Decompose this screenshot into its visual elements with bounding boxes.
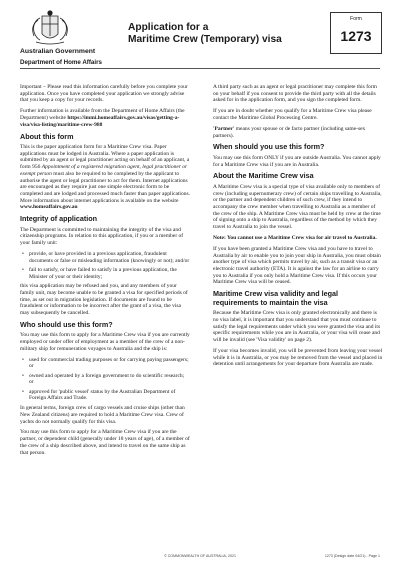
- integrity-paragraph-1: The Department is committed to maintaining the integrity of the visa and citizenship programs. In relation to this application, if you or a member of your family unit:: [20, 226, 184, 247]
- visa-listing-link[interactable]: https://immi.homeaffairs.gov.au/visas/getting-a-visa/visa-listing/maritime-crew-988: [20, 115, 180, 128]
- further-info-text: Further information is available from the Department of Home Affairs (the Department) website: [20, 108, 185, 121]
- department-name: Department of Home Affairs: [20, 59, 102, 66]
- partner-term: 'Partner': [213, 125, 235, 132]
- validity-paragraph-1: Because the Maritime Crew visa is only granted electronically and there is no visa label, it is important that you understand that you must continue to satisfy the legal requirements under which you were granted the visa and its specific requirements while you are in Australia, or your visa will cease and will be invalid (see 'Visa validity' on page 2).: [213, 310, 381, 343]
- page-reference: 1273 (Design date 04/21) - Page 1: [324, 554, 380, 558]
- partner-definition: [213, 126, 383, 139]
- government-name: Australian Government: [20, 48, 96, 55]
- integrity-heading: Integrity of application: [20, 214, 98, 224]
- about-visa-paragraph-2: If you have been granted a Maritime Crew visa and you have to travel to Australia by air to enable you to join your ship in Australia, you must obtain another type of visa which permits travel by air, such as a transit visa or an electronic travel authority (ETA). It is against the law for an airline to carry you to Australia if you only hold a Maritime Crew visa. If this occurs your Maritime Crew visa will be ceased.: [213, 245, 381, 286]
- air-travel-note: Note: You cannot use a Maritime Crew visa for air travel to Australia.: [213, 235, 377, 241]
- validity-heading: Maritime Crew visa validity and legal requirements to maintain the visa: [213, 289, 339, 307]
- list-item: • provide, or have provided in a previous application, fraudulent documents or false or misleading information (knowingly or not); and/or: [20, 251, 190, 264]
- copyright-footer: © COMMONWEALTH OF AUSTRALIA, 2021: [164, 554, 236, 558]
- list-item: • used for commercial trading purposes or for carrying paying passengers; or: [20, 357, 190, 370]
- coat-of-arms-logo: [22, 10, 78, 48]
- who-heading: Who should use this form?: [20, 320, 113, 330]
- form-956-title: Appointment of a registered migration agent, legal practitioner or exempt person: [20, 164, 188, 177]
- doubt-paragraph: If you are in doubt whether you qualify for a Maritime Crew visa please contact the Maritime Global Processing Centre.: [213, 108, 372, 121]
- about-form-paragraph: [20, 144, 190, 211]
- homeaffairs-link[interactable]: www.homeaffairs.gov.au: [20, 204, 78, 211]
- about-visa-paragraph-1: A Maritime Crew visa is a special type of visa available only to members of crew (including supernumerary crew) of certain ships travelling to Australia, or the partner and dependent children of such crew, if they intend to accompany the crew member when travelling to Australia as a member of the crew of the ship. A Maritime Crew visa must be held by crew at the time of signing onto a ship to Australia, regardless of the method by which they travel to Australia to join the vessel.: [213, 183, 382, 231]
- further-info-paragraph: [20, 108, 190, 128]
- partner-definition-text: means your spouse or de facto partner (including same-sex partners).: [213, 125, 366, 139]
- right-column: [213, 84, 383, 372]
- integrity-paragraph-2: this visa application may be refused and you, and any members of your family unit, may become unable to be granted a visa for specified periods of time, as set out in migration legislation. If documents are found to be fraudulent or information to be incorrect after the grant of a visa, the visa may subsequently be cancelled.: [20, 283, 188, 317]
- form-number-box: [330, 12, 382, 54]
- form-label: Form: [350, 16, 362, 22]
- list-item: • fail to satisfy, or have failed to satisfy in a previous application, the Minister of your or their identity;: [20, 267, 190, 280]
- when-paragraph: You may use this form ONLY if you are outside Australia. You cannot apply for a Maritime Crew visa if you are in Australia.: [213, 154, 381, 168]
- header-divider: [20, 68, 380, 69]
- form-header: [0, 0, 400, 78]
- integrity-list: [20, 251, 190, 280]
- about-form-text-b: must also be required to be completed by the applicant to authorise the agent or legal practitioner to act for them. Internet applications are encouraged as they require just one simple electronic form to be completed and are lodged and processed much faster than paper applications. More information about internet applications is available on the website: [20, 170, 190, 204]
- validity-paragraph-2: If your visa becomes invalid, you will be prevented from leaving your vessel while it is in Australia, or you may be removed from the vessel and placed in detention until arrangements for your departure from Australia are made.: [213, 347, 383, 368]
- form-title-line-2: Maritime Crew (Temporary) visa: [128, 34, 282, 45]
- about-form-heading: About this form: [20, 131, 74, 141]
- left-column: [20, 84, 190, 460]
- about-form-text-a: This is the paper application form for a Maritime Crew visa. Paper applications must be lodged in Australia. Where a paper application is submitted by an agent or legal practitioner acting on behalf of an applicant, a form 956: [20, 144, 190, 171]
- form-number: 1273: [340, 28, 372, 44]
- who-paragraph-3: You may use this form to apply for a Maritime Crew visa if you are the partner, or dependent child (generally under 18 years of age), of a member of the crew of a ship described above, and intend to travel on the same ship as that person.: [20, 429, 190, 456]
- third-party-paragraph: A third party such as an agent or legal practitioner may complete this form on your behalf if you consent to provide the third party with all the details asked for in the application form, and you sign the completed form.: [213, 84, 377, 104]
- form-title-line-1: Application for a: [128, 22, 209, 33]
- about-visa-heading: About the Maritime Crew visa: [213, 171, 314, 181]
- who-paragraph-2: In general terms, foreign crew of cargo vessels and cruise ships (other than New Zealand citizens) are required to hold a Maritime Crew visa. Crew of yachts do not normally qualify for this visa.: [20, 405, 185, 425]
- who-paragraph-1: You may use this form to apply for a Maritime Crew visa if you are currently employed or under offer of employment as a member of the crew of a non-military ship for remuneration voyages to Australia and the ship is:: [20, 332, 190, 352]
- form-title: [128, 22, 298, 46]
- list-item: • approved for 'public vessel' status by the Australian Department of Foreign Affairs and Trade.: [20, 389, 190, 402]
- intro-paragraph: Important – Please read this information carefully before you complete your application. Once you have completed your application we strongly advise that you keep a copy for your records.: [20, 84, 188, 104]
- who-list: [20, 357, 190, 402]
- list-item: • owned and operated by a foreign government to do scientific research; or: [20, 373, 190, 386]
- when-heading: When should you use this form?: [213, 142, 325, 152]
